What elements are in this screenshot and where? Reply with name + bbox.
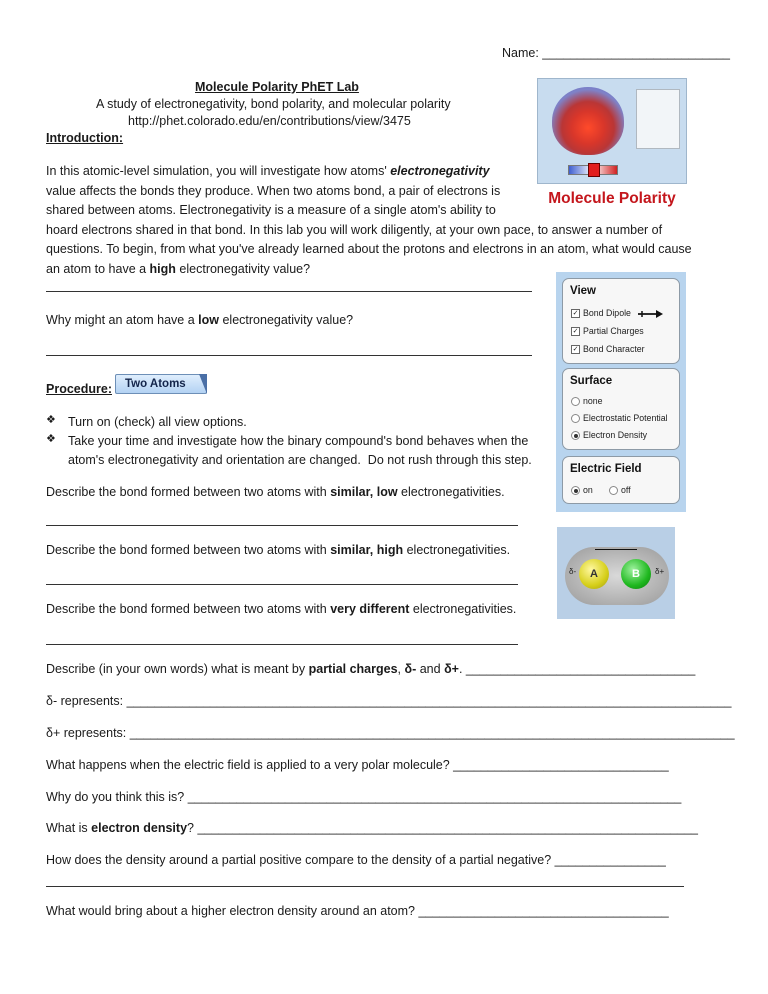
- question-higher-density: What would bring about a higher electron density around an atom? ____________________________________: [46, 904, 669, 918]
- question-electron-density: What is electron density? ________________________________________________________________________: [46, 821, 698, 835]
- two-atoms-illustration: [557, 527, 675, 619]
- sim-control-panel: [636, 89, 680, 149]
- two-atoms-tab[interactable]: Two Atoms: [115, 374, 207, 394]
- simulation-options-panel: [556, 272, 686, 512]
- electric-field-title: Electric Field: [570, 463, 642, 475]
- question-delta-minus: δ- represents: _______________________________________________________________________________________: [46, 694, 732, 708]
- radio-icon: [571, 414, 580, 423]
- radio-selected-icon: [571, 431, 580, 440]
- answer-line[interactable]: [46, 355, 532, 356]
- diamond-bullet-icon: ❖: [46, 414, 56, 426]
- radio-selected-icon: [571, 486, 580, 495]
- question-partial-charges: Describe (in your own words) what is meant by partial charges, δ- and δ+. _________________________________: [46, 662, 696, 676]
- field-on-radio[interactable]: on: [571, 485, 593, 495]
- procedure-heading: Procedure:: [46, 382, 112, 396]
- delta-plus-label: δ+: [655, 567, 665, 576]
- answer-line[interactable]: [46, 291, 532, 292]
- question-why: Why do you think this is? _______________________________________________________________________: [46, 790, 682, 804]
- simulation-logo-text: Molecule Polarity: [548, 190, 676, 207]
- radio-icon: [609, 486, 618, 495]
- partial-charges-checkbox[interactable]: ✓ Partial Charges: [572, 326, 644, 336]
- surface-group: [562, 368, 680, 450]
- source-url[interactable]: http://phet.colorado.edu/en/contributions/view/3475: [128, 114, 411, 128]
- question-delta-plus: δ+ represents: _______________________________________________________________________________________: [46, 726, 735, 740]
- page-title: Molecule Polarity PhET Lab: [195, 80, 359, 94]
- delta-minus-label: δ-: [569, 567, 577, 576]
- introduction-paragraph: In this atomic-level simulation, you will investigate how atoms' electronegativity value affects the bonds they produce. When two atoms bond, a pair of electrons is shared between atoms. Electronegativity is a measure of a single atom's ability to hoard electrons shared in that bond. In this lab you will work diligently, at your own pace, to answer a number of questions. To begin, from what you've already learned about the protons and electrons in an atom, what would cause an atom to have a high electronegativity value?: [46, 164, 692, 276]
- view-title: View: [570, 285, 596, 297]
- answer-line[interactable]: [46, 886, 684, 887]
- answer-line[interactable]: [46, 644, 518, 645]
- surface-title: Surface: [570, 375, 613, 387]
- diamond-bullet-icon: ❖: [46, 433, 56, 445]
- question-density-compare: How does the density around a partial positive compare to the density of a partial negative? ________________: [46, 853, 666, 867]
- question-similar-high: Describe the bond formed between two atoms with similar, high electronegativities.: [46, 543, 511, 557]
- surface-electron-density-radio[interactable]: Electron Density: [571, 430, 647, 440]
- slider-knob: [588, 163, 600, 177]
- question-very-different: Describe the bond formed between two atoms with very different electronegativities.: [46, 602, 517, 616]
- dipole-arrow-icon: [637, 310, 663, 318]
- surface-electrostatic-radio[interactable]: Electrostatic Potential: [571, 413, 668, 423]
- page-subtitle: A study of electronegativity, bond polarity, and molecular polarity: [96, 97, 451, 111]
- introduction-heading: Introduction:: [46, 131, 124, 145]
- answer-line[interactable]: [46, 525, 518, 526]
- radio-icon: [571, 397, 580, 406]
- atom-a: A: [579, 559, 609, 589]
- electric-field-group: [562, 456, 680, 504]
- molecule-surface: [552, 87, 624, 155]
- view-group: [562, 278, 680, 364]
- question-similar-low: Describe the bond formed between two atoms with similar, low electronegativities.: [46, 485, 505, 499]
- low-electronegativity-question: Why might an atom have a low electronegativity value?: [46, 313, 354, 327]
- question-electric-field: What happens when the electric field is applied to a very polar molecule? _______________________________: [46, 758, 669, 772]
- bond-dipole-checkbox[interactable]: ✓ Bond Dipole: [571, 308, 663, 318]
- answer-line[interactable]: [46, 584, 518, 585]
- field-off-radio[interactable]: off: [609, 485, 631, 495]
- bond-dipole-arrow: [595, 549, 637, 550]
- atom-b: B: [621, 559, 651, 589]
- checkbox-checked-icon: ✓: [572, 328, 579, 336]
- bond-character-checkbox[interactable]: ✓ Bond Character: [572, 344, 645, 354]
- surface-none-radio[interactable]: none: [571, 396, 603, 406]
- simulation-screenshot: [537, 78, 687, 184]
- checkbox-checked-icon: ✓: [572, 310, 579, 318]
- checkbox-checked-icon: ✓: [572, 346, 579, 354]
- name-field[interactable]: Name: ___________________________: [502, 46, 730, 60]
